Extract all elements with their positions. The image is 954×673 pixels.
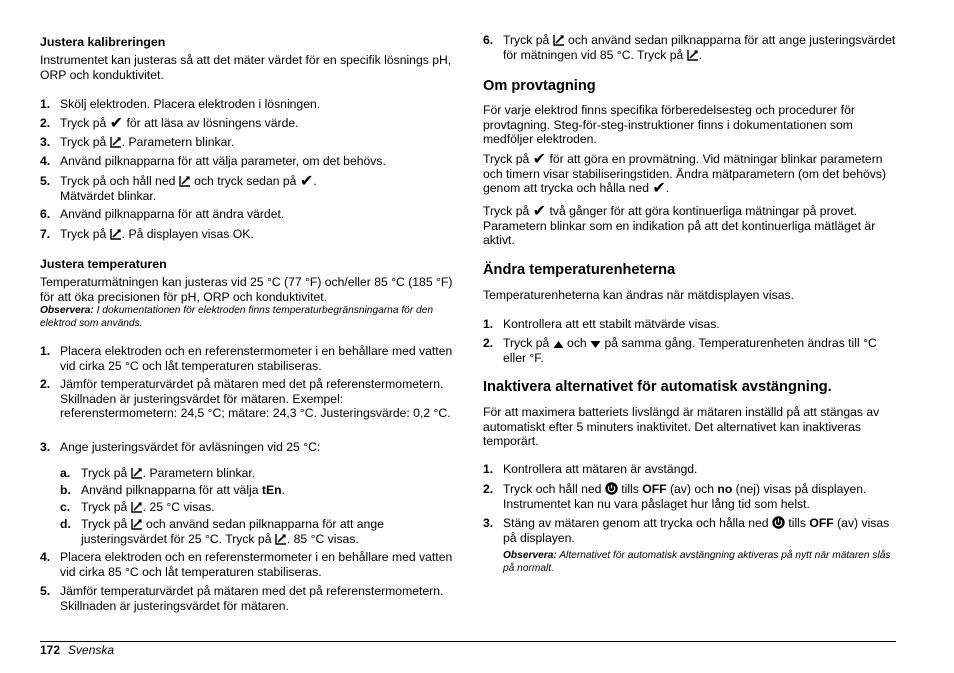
calibration-intro: Instrumentet kan justeras så att det mäter värdet för en specifik lösnings pH, ORP och konduktivitet. (40, 53, 452, 82)
down-arrow-icon (590, 340, 601, 349)
edit-calibrate-icon (110, 228, 122, 240)
check-icon: ✔ (652, 180, 666, 198)
temp-substep-d: d. Tryck på och använd sedan pilknapparna för att ange justeringsvärdet för 25 °C. Tryck på . 85 °C visas. (60, 517, 384, 546)
temp-step-3: 3. Ange justeringsvärdet för avläsningen vid 25 °C: (40, 440, 321, 454)
up-arrow-icon (553, 340, 564, 349)
calib-step-2: 2. Tryck på ✔ för att läsa av lösningens värde. (40, 115, 299, 132)
page-footer (40, 643, 114, 658)
units-step-2: 2. Tryck på och på samma gång. Temperaturenheten ändras till °C eller °F. (483, 336, 877, 365)
auto-off-heading: Inaktivera alternativet för automatisk avstängning. (483, 379, 832, 395)
edit-calibrate-icon (131, 518, 143, 530)
calib-step-1: 1. Skölj elektroden. Placera elektroden i lösningen. (40, 97, 321, 111)
check-icon: ✔ (532, 203, 547, 220)
units-intro: Temperaturenheterna kan ändras när mätdisplayen visas. (483, 288, 794, 302)
footer-language: Svenska (68, 643, 115, 657)
temp-step-6: 6. Tryck på och använd sedan pilknapparna för att ange justeringsvärdet för mätningen vid 85 °C. Tryck på . (483, 33, 896, 62)
units-step-1: 1. Kontrollera att ett stabilt mätvärde visas. (483, 317, 720, 331)
edit-calibrate-icon (131, 501, 143, 513)
edit-calibrate-icon (131, 467, 143, 479)
calib-step-4: 4. Använd pilknapparna för att välja parameter, om det behövs. (40, 154, 386, 168)
temp-step-1: 1. Placera elektroden och en referenstermometer i en behållare med vatten vid cirka 25 °C och låt temperaturen stabiliseras. (40, 344, 453, 373)
sampling-paragraph-3: Tryck på ✔ två gånger för att göra kontinuerliga mätningar på provet. Parametern blinkar som en indikation på att det kontinuerliga mätläget är aktivt. (483, 203, 876, 248)
calib-step-6: 6. Använd pilknapparna för att ändra värdet. (40, 207, 285, 221)
temp-step-2: 2. Jämför temperaturvärdet på mätaren med det på referenstermometern. Skillnaden är justeringsvärdet för mätaren. Exempel: referenstermometern: 24,5 °C; mätare: 24,3 °C. Justeringsvärde: 0,2 °C. (40, 377, 451, 421)
units-heading: Ändra temperaturenheterna (483, 262, 676, 278)
temperature-heading: Justera temperaturen (40, 257, 167, 271)
page-number: 172 (40, 643, 61, 657)
check-icon: ✔ (299, 173, 314, 190)
temp-substep-a: a. Tryck på . Parametern blinkar. (60, 466, 256, 480)
check-icon: ✔ (532, 151, 547, 168)
edit-calibrate-icon (275, 533, 287, 545)
edit-calibrate-icon (687, 49, 699, 61)
sampling-paragraph-2: Tryck på ✔ för att göra en provmätning. Vid mätningar blinkar parametern och timern visar stabiliseringstiden. Ändra mätparametern (om det behövs) genom att trycka och hålla ned ✔. (483, 151, 887, 198)
calib-step-7: 7. Tryck på . På displayen visas OK. (40, 227, 254, 241)
power-icon (772, 516, 785, 529)
calib-step-5: 5. Tryck på och håll ned och tryck sedan på ✔. Mätvärdet blinkar. (40, 173, 317, 203)
footer-divider (40, 641, 896, 642)
calibration-heading: Justera kalibreringen (40, 35, 166, 49)
temp-step-4: 4. Placera elektroden och en referenstermometer i en behållare med vatten vid cirka 85 °C och låt temperaturen stabiliseras. (40, 550, 453, 579)
calib-step-3: 3. Tryck på . Parametern blinkar. (40, 135, 235, 149)
edit-calibrate-icon (179, 175, 191, 187)
sampling-paragraph-1: För varje elektrod finns specifika förberedelsesteg och procedurer för provtagning. Steg-för-steg-instruktioner finns i dokumentationen som medföljer elektroden. (483, 103, 855, 147)
power-icon (605, 482, 618, 495)
temperature-note: Observera: I dokumentationen för elektroden finns temperaturbegränsningarna för den elektrod som används. (40, 305, 434, 329)
edit-calibrate-icon (110, 136, 122, 148)
auto-off-intro: För att maximera batteriets livslängd är mätaren inställd på att stängas av automatiskt efter 5 minuters inaktivitet. Det alternativet kan inaktiveras temporärt. (483, 405, 880, 449)
sampling-heading: Om provtagning (483, 78, 596, 94)
temp-substep-b: b. Använd pilknapparna för att välja tEn. (60, 483, 285, 497)
auto-off-step-1: 1. Kontrollera att mätaren är avstängd. (483, 462, 698, 476)
auto-off-step-3: 3. Stäng av mätaren genom att trycka och hålla ned tills OFF (av) visas på displayen. (483, 516, 890, 545)
temp-substep-c: c. Tryck på . 25 °C visas. (60, 500, 215, 514)
auto-off-note: Observera: Alternativet för automatisk avstängning aktiveras på nytt när mätaren slås på normalt. (503, 550, 891, 574)
edit-calibrate-icon (553, 34, 565, 46)
temperature-intro: Temperaturmätningen kan justeras vid 25 °C (77 °F) och/eller 85 °C (185 °F) för att öka precisionen för pH, ORP och konduktivitet. (40, 275, 453, 304)
check-icon: ✔ (109, 115, 124, 132)
auto-off-step-2: 2. Tryck och håll ned tills OFF (av) och no (nej) visas på displayen. Instrumentet kan nu vara påslaget hur lång tid som helst. (483, 482, 867, 511)
temp-step-5: 5. Jämför temperaturvärdet på mätaren med det på referenstermometern. Skillnaden är justeringsvärdet för mätaren. (40, 584, 444, 613)
